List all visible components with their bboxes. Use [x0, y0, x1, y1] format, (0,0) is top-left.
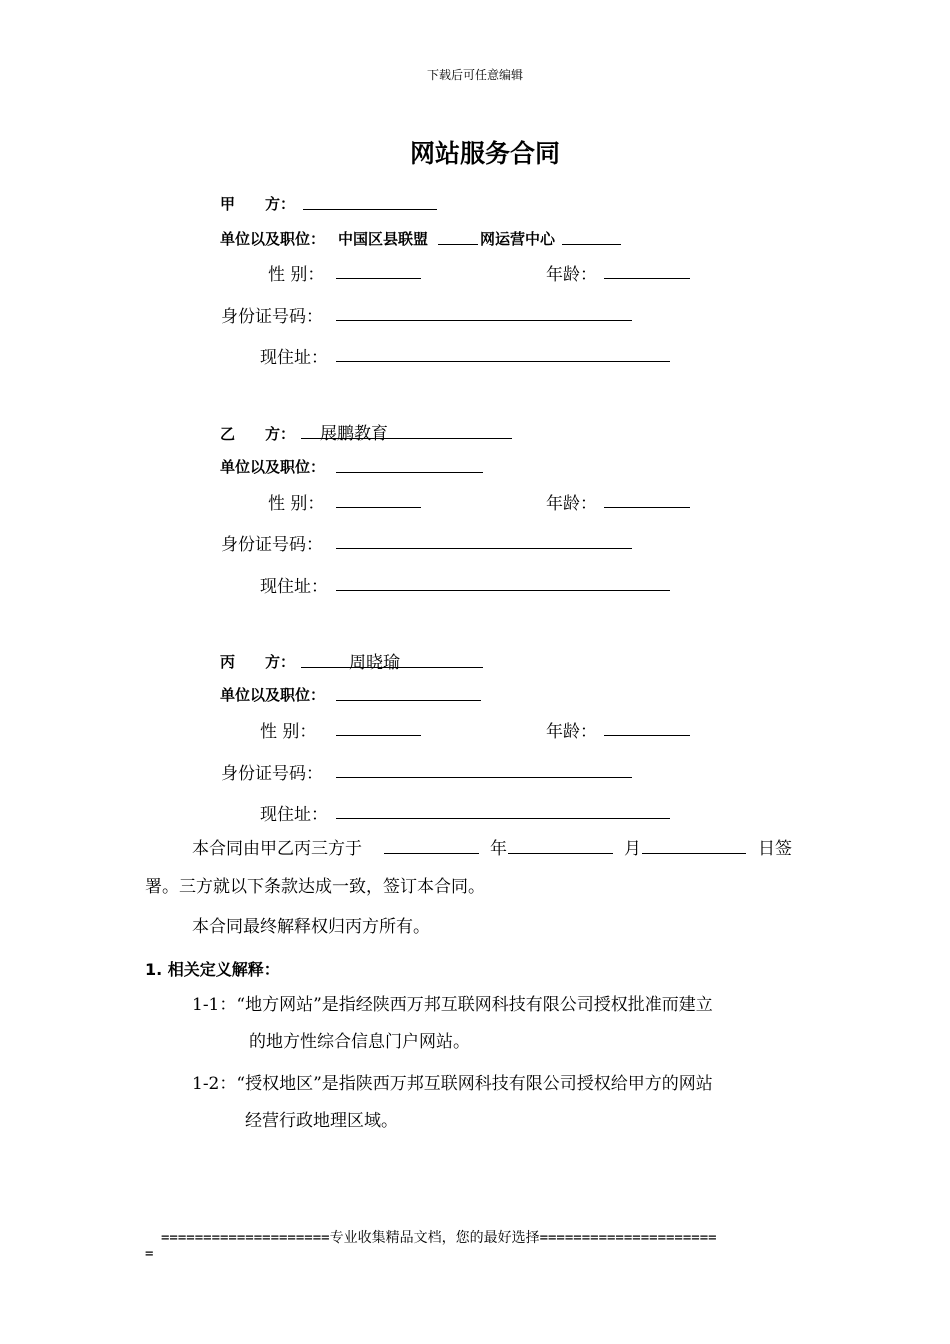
party-b-gender-label: 性 别： [268, 494, 325, 514]
party-c-label: 丙 方： [220, 653, 296, 671]
interpretation-clause: 本合同最终解释权归丙方所有。 [192, 917, 430, 937]
party-a-unit-blank [438, 244, 478, 245]
party-b-age-label: 年龄： [546, 494, 597, 514]
definition-1-line-1: 1-1：“地方网站”是指经陕西万邦互联网科技有限公司授权批准而建立 [192, 995, 713, 1015]
party-c-id-label: 身份证号码： [221, 764, 323, 784]
party-c-gender-label: 性 别： [260, 722, 317, 742]
signing-year-blank [384, 853, 479, 854]
party-b-unit-label: 单位以及职位： [220, 458, 326, 476]
document-title: 网站服务合同 [409, 139, 560, 168]
party-c-gender-blank [336, 735, 421, 736]
signing-day: 日签 [758, 839, 792, 859]
party-a-unit-org: 中国区县联盟 [338, 230, 429, 248]
party-a-age-blank [604, 278, 690, 279]
party-a-dept-blank [562, 244, 621, 245]
party-c-age-blank [604, 735, 690, 736]
party-a-address-label: 现住址： [260, 348, 328, 368]
party-a-gender-blank [336, 278, 421, 279]
party-a-id-label: 身份证号码： [221, 307, 323, 327]
party-c-unit-blank [336, 700, 481, 701]
party-a-gender-label: 性 别： [268, 265, 325, 285]
signing-month-blank [508, 853, 613, 854]
definition-2-line-1: 1-2：“授权地区”是指陕西万邦互联网科技有限公司授权给甲方的网站 [192, 1074, 713, 1094]
party-b-name: 展鹏教育 [320, 424, 388, 444]
footer-line-2: = [145, 1246, 154, 1262]
party-a-name-blank [303, 209, 437, 210]
signing-year: 年 [490, 839, 507, 859]
party-a-age-label: 年龄： [546, 265, 597, 285]
party-b-address-blank [336, 590, 670, 591]
footer-line-1: ====================专业收集精品文档，您的最好选择===================== [161, 1230, 717, 1246]
party-c-unit-label: 单位以及职位： [220, 686, 326, 704]
party-a-id-blank [336, 320, 632, 321]
party-b-address-label: 现住址： [260, 577, 328, 597]
party-c-address-label: 现住址： [260, 805, 328, 825]
party-c-age-label: 年龄： [546, 722, 597, 742]
party-b-unit-blank [336, 472, 483, 473]
section-1-heading: 1. 相关定义解释： [145, 960, 280, 979]
definition-1-line-2: 的地方性综合信息门户网站。 [249, 1032, 470, 1052]
party-a-unit-label: 单位以及职位： [220, 230, 326, 248]
party-c-name: 周晓瑜 [349, 653, 400, 673]
party-b-gender-blank [336, 507, 421, 508]
party-b-id-blank [336, 548, 632, 549]
party-a-address-blank [336, 361, 670, 362]
party-a-unit-dept: 网运营中心 [480, 230, 556, 248]
party-b-id-label: 身份证号码： [221, 535, 323, 555]
signing-month: 月 [624, 839, 641, 859]
party-b-label: 乙 方： [220, 425, 296, 443]
party-a-label: 甲 方： [220, 195, 296, 213]
party-c-address-blank [336, 818, 670, 819]
signing-day-blank [642, 853, 746, 854]
signing-text-2: 署。三方就以下条款达成一致，签订本合同。 [145, 877, 485, 897]
party-b-age-blank [604, 507, 690, 508]
party-c-id-blank [336, 777, 632, 778]
definition-2-line-2: 经营行政地理区域。 [245, 1111, 398, 1131]
signing-text-1: 本合同由甲乙丙三方于 [192, 839, 362, 859]
header-note: 下载后可任意编辑 [426, 68, 523, 82]
